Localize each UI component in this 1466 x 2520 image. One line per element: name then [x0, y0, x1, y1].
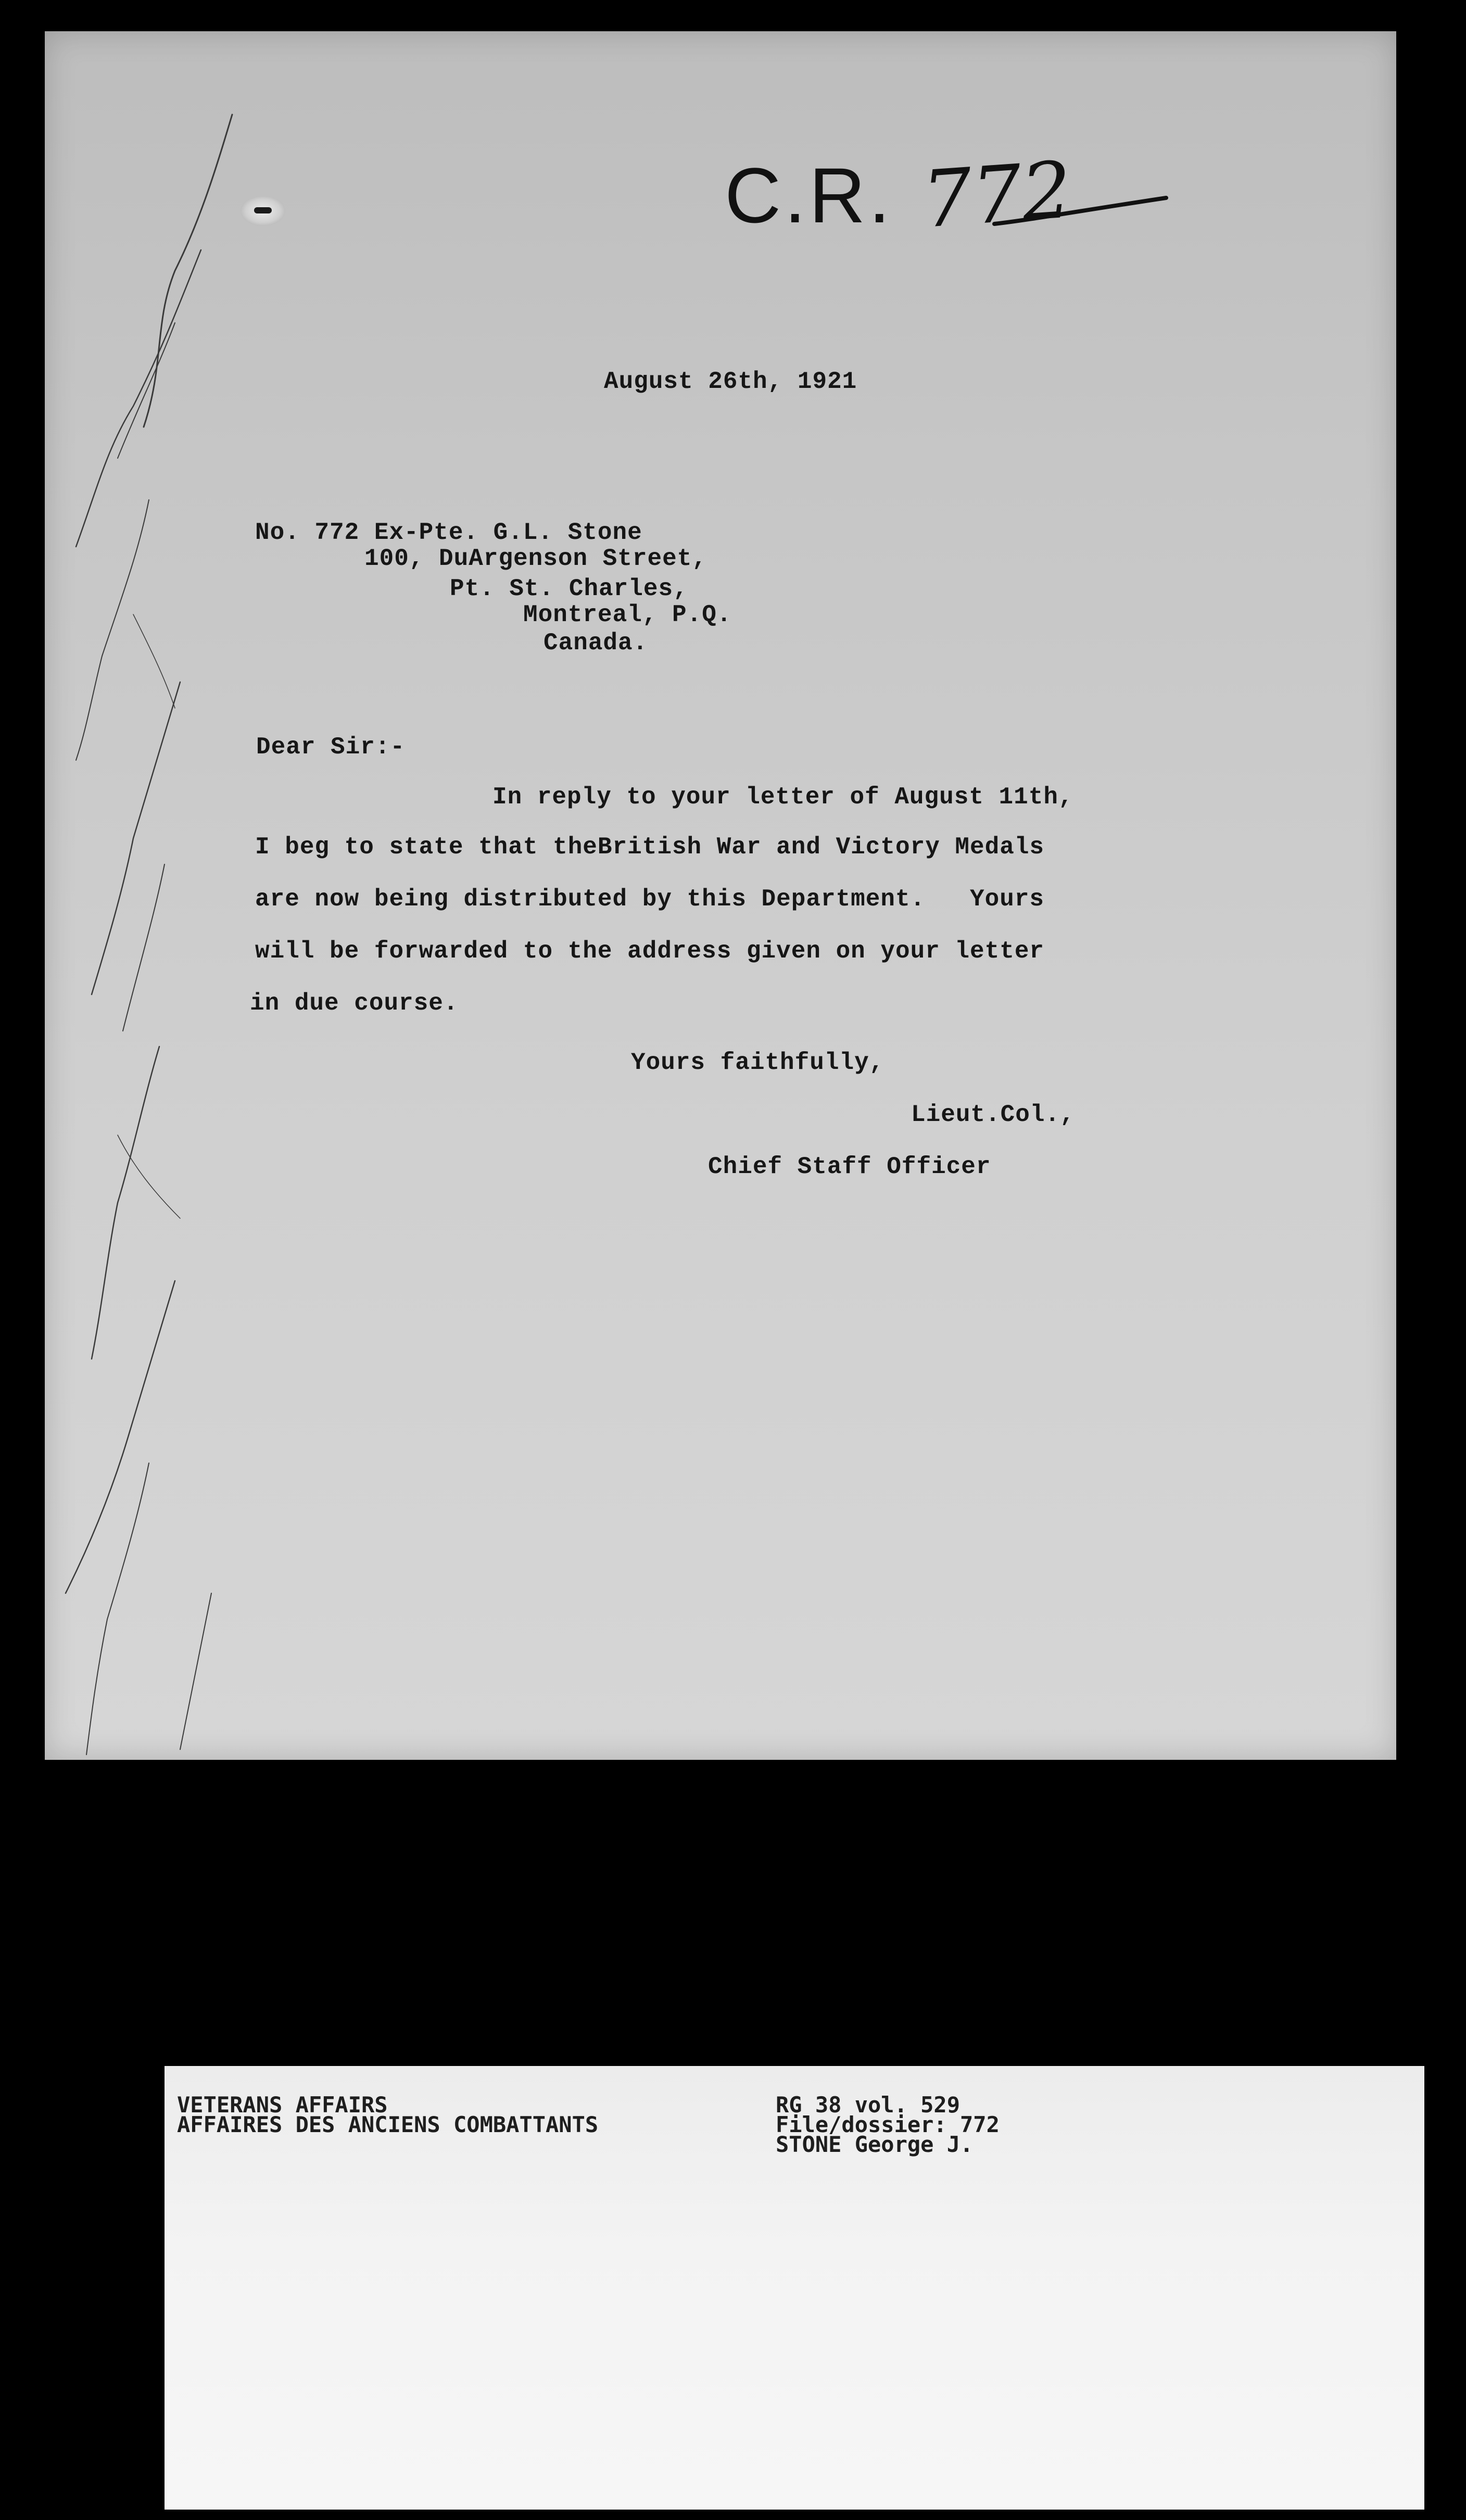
body-line: will be forwarded to the address given on your letter	[255, 938, 1045, 965]
handwritten-underline	[989, 193, 1171, 234]
closing: Yours faithfully,	[631, 1049, 884, 1076]
subject-name: STONE George J.	[776, 2132, 974, 2157]
address-line: No. 772 Ex-Pte. G.L. Stone	[255, 519, 642, 546]
body-line: In reply to your letter of August 11th,	[492, 784, 1073, 811]
letter-date: August 26th, 1921	[604, 368, 857, 395]
paper-crease-marks	[45, 31, 284, 1760]
body-line: in due course.	[250, 990, 459, 1017]
salutation: Dear Sir:-	[256, 734, 406, 761]
department-french: AFFAIRES DES ANCIENS COMBATTANTS	[177, 2112, 599, 2137]
signature-title: Chief Staff Officer	[708, 1153, 991, 1180]
punch-hole	[241, 196, 285, 226]
body-line: are now being distributed by this Department. Yours	[255, 886, 1045, 913]
record-volume: RG 38 vol. 529	[776, 2092, 961, 2118]
address-line: Montreal, P.Q.	[523, 601, 732, 628]
department-english: VETERANS AFFAIRS	[177, 2092, 388, 2118]
body-line: I beg to state that theBritish War and Victory Medals	[255, 834, 1045, 861]
archive-label	[165, 2066, 1424, 2510]
file-reference-label: C.R.	[725, 152, 893, 239]
file-number: File/dossier: 772	[776, 2112, 1000, 2137]
signature-rank: Lieut.Col.,	[911, 1101, 1075, 1128]
file-reference-number: 772	[919, 145, 1075, 246]
address-line: Canada.	[544, 629, 648, 657]
address-line: Pt. St. Charles,	[450, 575, 688, 602]
address-line: 100, DuArgenson Street,	[364, 545, 707, 572]
